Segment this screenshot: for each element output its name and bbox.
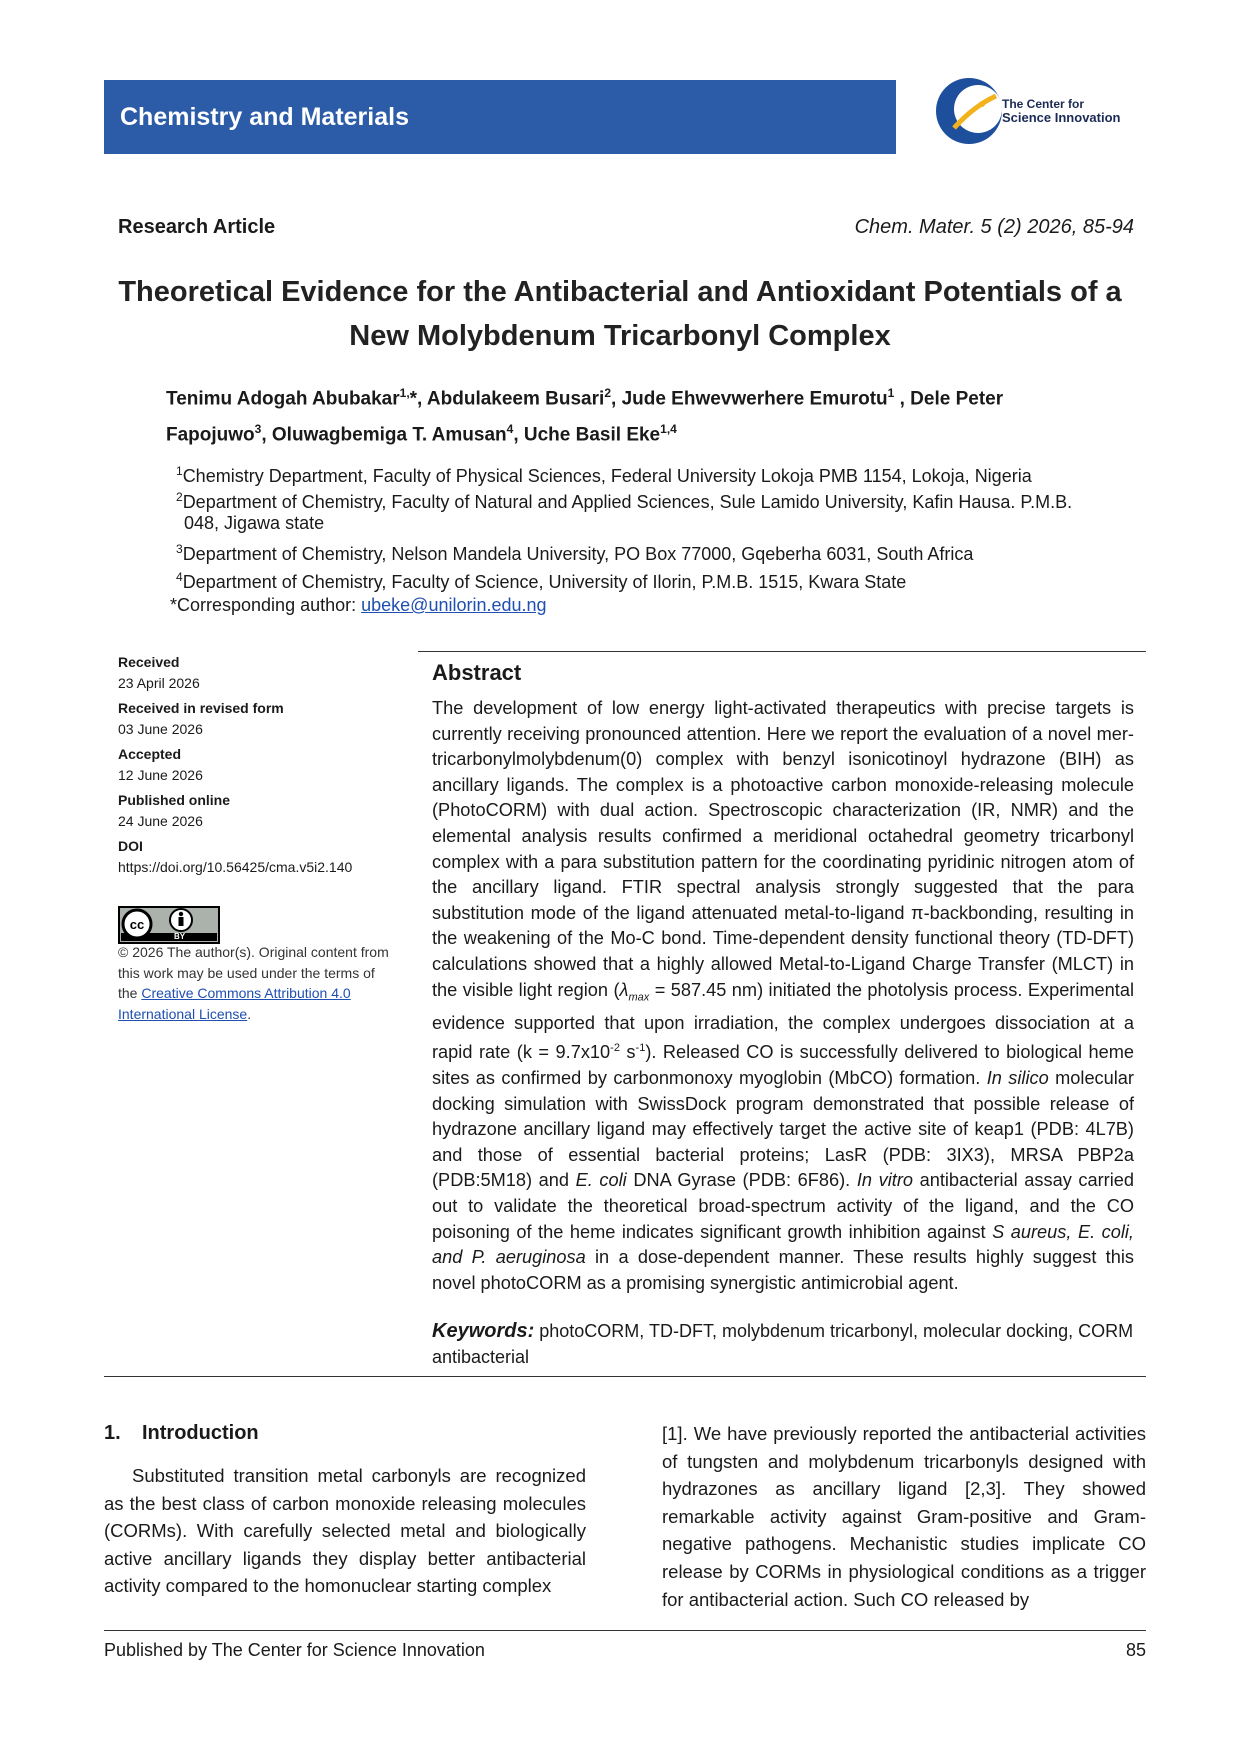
author-name: Abdulakeem Busari [426,388,605,410]
abstract-italic: In silico [986,1068,1049,1089]
history-value: 23 April 2026 [118,675,200,691]
abstract-part: = 587.45 nm) initiated the photolysis process. Experimental evidence supported that upon irradiation, the complex undergoes dissociation at a rapid rate (k = 9.7x10 [432,979,1134,1063]
affil-text: Department of Chemistry, Faculty of Science, University of Ilorin, P.M.B. 1515, Kwara State [182,572,907,592]
intro-right-column: [1]. We have previously reported the antibacterial activities of tungsten and molybdenum tricarbonyls designed with hydrazones as ancillary ligand [2,3]. They showed remarkable activity against Gram-positive and Gram-negative pathogens. Mechanistic studies implicate CO release by CORMs in physiological conditions as a trigger for antibacterial action. Such CO released by [662,1423,1146,1610]
history-label: Received [118,654,180,670]
article-title: Theoretical Evidence for the Antibacterial and Antioxidant Potentials of a New Molybdenum Tricarbonyl Complex [118,276,1122,352]
affiliation-cont: 048, Jigawa state [184,513,325,533]
author-sep: , [894,388,911,410]
author-name: Tenimu Adogah Abubakar [166,388,400,410]
article-history [118,652,388,878]
footer-publisher: Published by The Center for Science Innovation [104,1640,485,1660]
lambda-symbol: λ [619,979,629,1000]
keywords-label: Keywords: [432,1320,535,1342]
lambda-subscript: max [628,991,650,1004]
abstract-heading: Abstract [432,660,522,685]
svg-text:cc: cc [129,917,145,932]
affil-text: Chemistry Department, Faculty of Physical Sciences, Federal University Lokoja PMB 1154, Lokoja, Nigeria [182,466,1032,486]
corresponding-label: *Corresponding author: [170,595,362,615]
affil-sup: 2 [176,490,183,504]
article-type: Research Article [118,216,276,238]
history-label: Received in revised form [118,700,284,716]
affil-text: Department of Chemistry, Faculty of Natural and Applied Sciences, Sule Lamido University, Kafin Hausa. P.M.B. [182,492,1073,512]
author-sep: , [513,424,524,446]
unit-exponent: -1 [635,1042,646,1055]
author-name: Jude Ehwevwerhere Emurotu [621,388,888,410]
affil-sup: 1 [176,464,183,478]
abstract-bottom-rule [104,1376,1146,1377]
intro-left-column: Substituted transition metal carbonyls are recognized as the best class of carbon monoxide releasing molecules (CORMs). With carefully selected metal and biologically active ancillary ligands they display better antibacterial activity compared to the homonuclear starting complex [104,1465,586,1597]
author-affil-sup: 1, [399,386,410,400]
author-sep: , [261,424,272,446]
corresponding-email-link[interactable]: ubeke@unilorin.edu.ng [361,595,547,615]
abstract-part: in a dose-dependent manner. These results highly suggest this novel photoCORM as a promising synergistic antimicrobial agent. [432,1247,1134,1293]
history-value: 03 June 2026 [118,721,203,737]
author-name: Oluwagbemiga T. Amusan [271,424,507,446]
logo-text-line1: The Center for [1002,97,1085,111]
history-label: Accepted [118,746,182,762]
journal-banner [104,80,896,154]
author-affil-sup: 1 [887,386,895,400]
license-link[interactable]: Creative Commons Attribution 4.0 International License [118,985,351,1022]
abstract-part: ). Released CO is successfully delivered to biological heme sites as confirmed by carbonmonoxy myoglobin (MbCO) formation. [432,1042,1134,1089]
logo-text-line2: Science Innovation [1002,110,1121,125]
author-affil-sup: 4 [506,422,514,437]
author-sep: , [611,388,622,410]
affil-sup: 3 [176,542,183,556]
rate-exponent: -2 [610,1042,620,1055]
affil-text: Department of Chemistry, Nelson Mandela University, PO Box 77000, Gqeberha 6031, South Africa [182,544,974,564]
page-number: 85 [1125,1640,1146,1660]
section-heading [104,1422,259,1445]
abstract-text [432,696,1134,1296]
author-name: Dele Peter Fapojuwo [166,388,1004,446]
author-affil-sup: 2 [604,386,611,400]
author-name: Uche Basil Eke [523,424,661,446]
section-number: 1. [104,1422,121,1444]
history-label: DOI [118,838,143,854]
abstract-part: antibacterial assay carried out to validate the theoretical broad-spectrum activity of the ligand, and the CO poisoning of the heme indicates significant growth inhibition against [432,1170,1134,1242]
footer-rule [104,1630,1146,1631]
section-title: Introduction [142,1422,259,1444]
history-value: 12 June 2026 [118,767,203,783]
author-list [166,378,1086,451]
abstract-italic: In vitro [856,1170,913,1191]
abstract-italic: E. coli [575,1170,627,1191]
author-affil-sup: 1,4 [660,422,677,437]
license-tail: . [247,1005,252,1022]
abstract-part: molecular docking simulation with SwissDock program demonstrated that possible release of hydrazone ancillary ligand may effectively target the active site of keap1 (PDB: 4L7B) and those of essential bacterial proteins; LasR (PDB: 3IX3), MRSA PBP2a (PDB:5M18) and [432,1068,1134,1191]
abstract-italic: S aureus, E. coli, and P. aeruginosa [432,1221,1134,1268]
corresponding-author [170,592,1130,618]
history-value: 24 June 2026 [118,813,203,829]
abstract-part: The development of low energy light-activated therapeutics with precise targets is currently receiving pronounced attention. Here we report the evaluation of a novel mer-tricarbonylmolybdenum(0) complex with benzyl isonicotinoyl hydrazone (BIH) as ancillary ligands. The complex is a photoactive carbon monoxide-releasing molecule (PhotoCORM) with dual action. Spectroscopic characterization (IR, NMR) and the elemental analysis results confirmed a meridional octahedral geometry tricarbonyl complex with a para substitution pattern for the coordinating pyridinic nitrogen atom of the ancillary ligand. FTIR spectral analysis strongly suggested that the para substitution mode of the ligand attenuated metal-to-ligand π-backbonding, resulting in the weakening of the Mo-C bond. Time-dependent density functional theory (TD-DFT) calculations showed that a highly allowed Metal-to-Ligand Charge Transfer (MLCT) in the visible light region ( [432,698,1134,1000]
history-label: Published online [118,792,231,808]
doi-value: https://doi.org/10.56425/cma.v5i2.140 [118,859,353,875]
license-text [118,942,398,1024]
keywords-text: photoCORM, TD-DFT, molybdenum tricarbonyl, molecular docking, CORM antibacterial [432,1321,1134,1367]
cc-by-license-icon [118,906,220,944]
affiliation [176,564,1136,595]
author-sep: *, [409,388,427,410]
keywords [432,1318,1134,1370]
journal-title: Chemistry and Materials [120,103,409,131]
affiliation [176,536,1136,567]
author-affil-sup: 3 [254,422,262,437]
abstract-top-rule [418,651,1146,652]
affil-sup: 4 [176,570,183,584]
publisher-logo [934,76,1134,146]
abstract-part: s [619,1042,636,1063]
logo-mark-icon [934,76,1004,146]
citation: Chem. Mater. 5 (2) 2026, 85-94 [854,216,1134,238]
cc-badge-text: BY [174,932,186,941]
abstract-part: DNA Gyrase (PDB: 6F86). [626,1170,857,1191]
license-body: © 2026 The author(s). Original content from this work may be used under the terms of the [118,944,389,1001]
